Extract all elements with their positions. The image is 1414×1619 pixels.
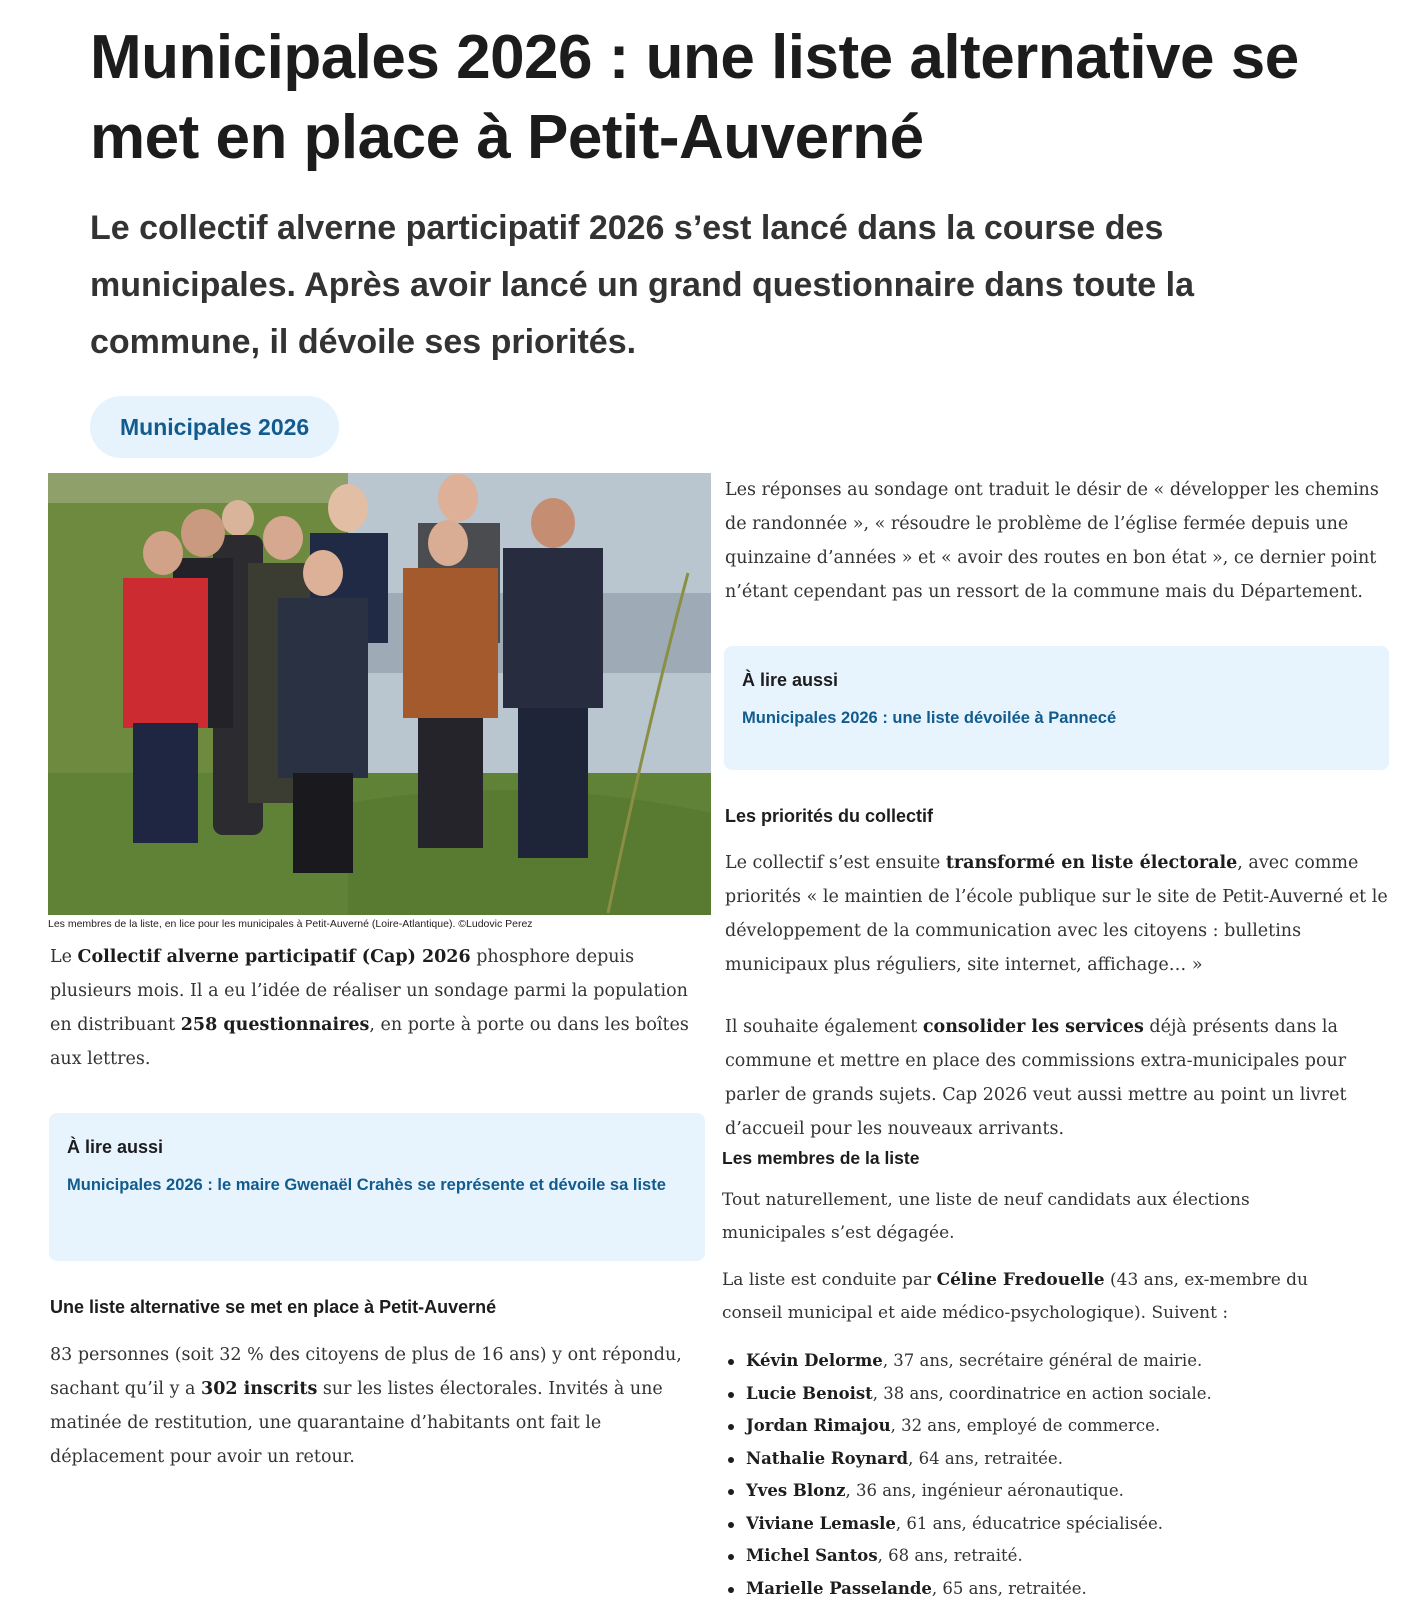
list-item: Viviane Lemasle, 61 ans, éducatrice spécialisée. xyxy=(722,1508,1382,1541)
members-list xyxy=(722,1345,1382,1605)
topic-tag-button[interactable]: Municipales 2026 xyxy=(90,396,339,458)
group-photo xyxy=(48,473,711,915)
read-also-title: À lire aussi xyxy=(67,1137,164,1157)
read-also-link-pannece[interactable]: Municipales 2026 : une liste dévoilée à Pannecé xyxy=(742,709,1117,727)
list-item: Michel Santos, 68 ans, retraité. xyxy=(722,1540,1382,1573)
list-item: Yves Blonz, 36 ans, ingénieur aéronautique. xyxy=(722,1475,1382,1508)
list-item: Nathalie Roynard, 64 ans, retraitée. xyxy=(722,1443,1382,1476)
questionnaire-count: 258 questionnaires xyxy=(180,1015,370,1035)
services-emphasis: consolider les services xyxy=(922,1017,1144,1037)
article-lead: Le collectif alverne participatif 2026 s’est lancé dans la course des municipales. Après avoir lancé un grand questionnaire dans toute la commune, il dévoile ses priorités. xyxy=(90,209,1195,361)
subheading-priorities: Les priorités du collectif xyxy=(725,806,934,826)
registered-count: 302 inscrits xyxy=(201,1379,318,1399)
collective-name: Collectif alverne participatif (Cap) 2026 xyxy=(77,947,471,967)
list-item: Marielle Passelande, 65 ans, retraitée. xyxy=(722,1573,1382,1606)
paragraph-survey-intro: Le Collectif alverne participatif (Cap) 2026 phosphore depuis plusieurs mois. Il a eu l’idée de réaliser un sondage parmi la population en distribuant 258 questionnaires, en porte à porte ou dans les boîtes aux lettres. xyxy=(50,947,689,1069)
read-also-title: À lire aussi xyxy=(742,670,839,690)
read-also-box xyxy=(49,1113,705,1261)
paragraph-candidates: Tout naturellement, une liste de neuf candidats aux élections municipales s’est dégagée. xyxy=(722,1190,1250,1243)
read-also-link-crahes[interactable]: Municipales 2026 : le maire Gwenaël Crahès se représente et dévoile sa liste xyxy=(67,1176,666,1194)
paragraph-list-leader: La liste est conduite par Céline Fredouelle (43 ans, ex-membre du conseil municipal et aide médico-psychologique). Suivent : xyxy=(722,1270,1308,1323)
photo-caption: Les membres de la liste, en lice pour les municipales à Petit-Auverné (Loire-Atlantique). ©Ludovic Perez xyxy=(48,918,533,930)
paragraph-survey-answers: Les réponses au sondage ont traduit le désir de « développer les chemins de randonnée », « résoudre le problème de l’église fermée depuis une quinzaine d’années » et « avoir des routes en bon état », ce dernier point n’étant cependant pas un ressort de la commune mais du Département. xyxy=(725,480,1379,602)
subheading-alternative-list: Une liste alternative se met en place à Petit-Auverné xyxy=(50,1297,497,1317)
article-headline: Municipales 2026 : une liste alternative se met en place à Petit-Auverné xyxy=(90,23,1299,172)
paragraph-priorities: Le collectif s’est ensuite transformé en liste électorale, avec comme priorités « le maintien de l’école publique sur le site de Petit-Auverné et le développement de la communication avec les citoyens : bulletins municipaux plus réguliers, site internet, affichage… » xyxy=(725,853,1388,975)
subheading-members: Les membres de la liste xyxy=(722,1148,920,1168)
list-item: Jordan Rimajou, 32 ans, employé de commerce. xyxy=(722,1410,1382,1443)
list-leader-name: Céline Fredouelle xyxy=(936,1270,1105,1290)
paragraph-survey-results: 83 personnes (soit 32 % des citoyens de plus de 16 ans) y ont répondu, sachant qu’il y a 302 inscrits sur les listes électorales. Invités à une matinée de restitution, une quarantaine d’habitants ont fait le déplacement pour avoir un retour. xyxy=(50,1345,682,1467)
read-also-box xyxy=(724,646,1389,770)
paragraph-services: Il souhaite également consolider les services déjà présents dans la commune et mettre en place des commissions extra-municipales pour parler de grands sujets. Cap 2026 veut aussi mettre au point un livret d’accueil pour les nouveaux arrivants. xyxy=(725,1017,1347,1139)
electoral-list-emphasis: transformé en liste électorale xyxy=(945,853,1238,873)
list-item: Lucie Benoist, 38 ans, coordinatrice en action sociale. xyxy=(722,1378,1382,1411)
list-item: Kévin Delorme, 37 ans, secrétaire général de mairie. xyxy=(722,1345,1382,1378)
